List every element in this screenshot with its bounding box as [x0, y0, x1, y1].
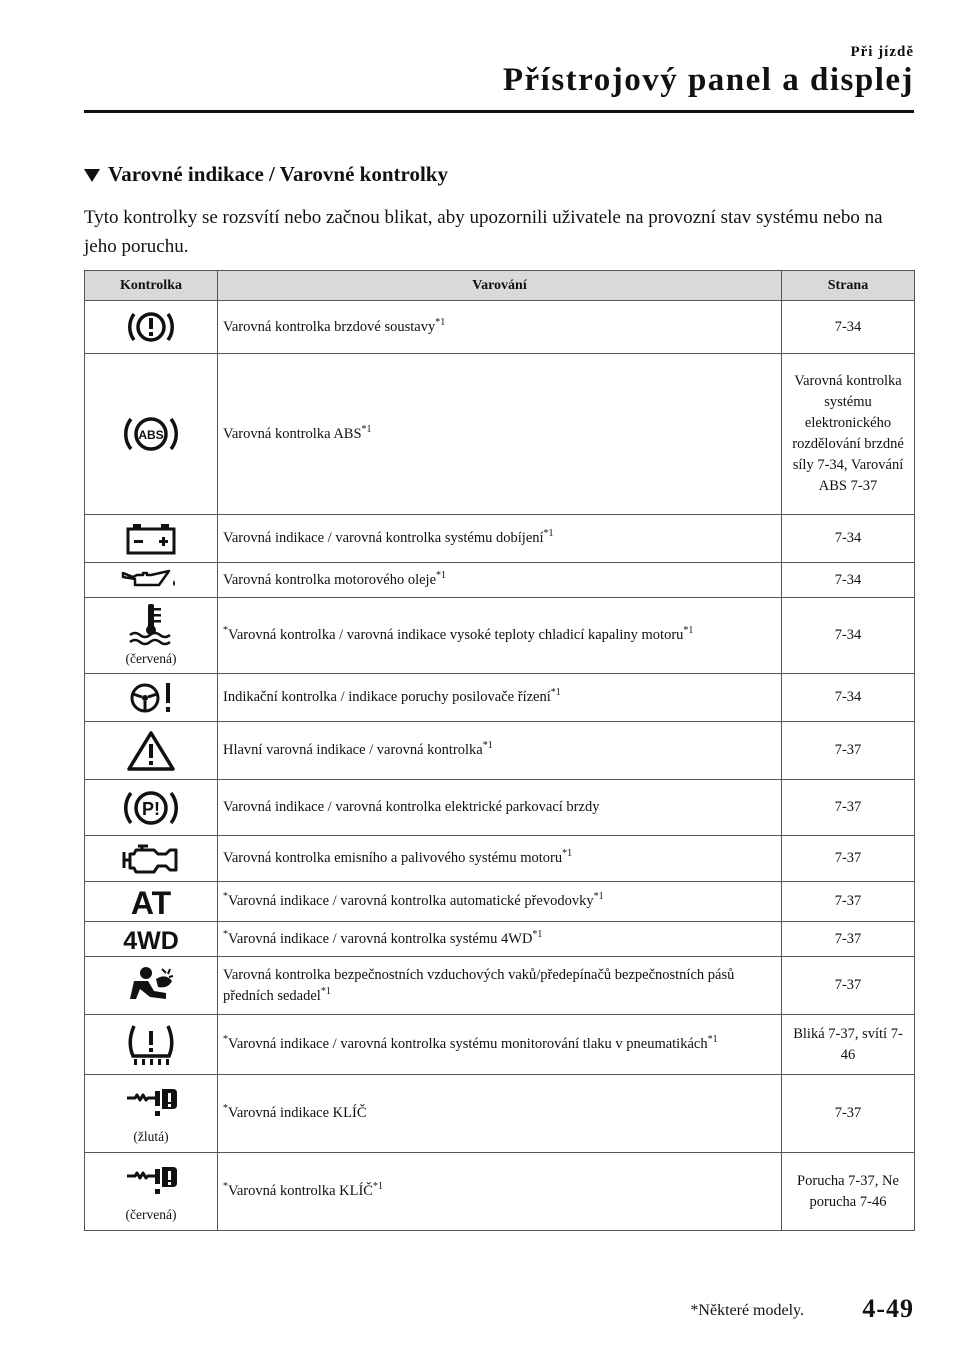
- icon-caption: (žlutá): [133, 1129, 169, 1144]
- warning-text-cell: [218, 598, 782, 674]
- footnote-prefix: *: [223, 1034, 228, 1046]
- footnote-prefix: *: [223, 625, 228, 637]
- section-heading-text: Varovné indikace / Varovné kontrolky: [108, 162, 448, 186]
- table-row: [85, 563, 915, 598]
- icon-cell: [85, 722, 218, 780]
- icon-cell: [85, 957, 218, 1015]
- footnote-prefix: *: [223, 928, 228, 940]
- icon-cell: [85, 598, 218, 674]
- footnote-sup: *1: [372, 1181, 383, 1193]
- table-header-row: [85, 271, 915, 301]
- section-heading: [84, 162, 448, 187]
- warning-text-cell: [218, 957, 782, 1015]
- page-ref: 7-37: [782, 957, 915, 1015]
- icon-cell: [85, 301, 218, 354]
- icon-cell: [85, 563, 218, 598]
- page-ref: Bliká 7-37, svítí 7-46: [782, 1015, 915, 1075]
- icon-cell: [85, 515, 218, 563]
- warning-text: Varovná kontrolka / varovná indikace vysoké teploty chladicí kapaliny motoru: [228, 627, 684, 643]
- table-row: [85, 1015, 915, 1075]
- footnote-sup: *1: [707, 1034, 718, 1046]
- table-row: [85, 1075, 915, 1153]
- icon-cell: [85, 674, 218, 722]
- warning-text: Hlavní varovná indikace / varovná kontrolka: [223, 742, 483, 758]
- page-ref: 7-37: [782, 836, 915, 882]
- icon-caption: (červená): [125, 651, 177, 666]
- page-ref: 7-34: [782, 301, 915, 354]
- table-row: [85, 301, 915, 354]
- table-row: [85, 780, 915, 836]
- page-ref: 7-34: [782, 598, 915, 674]
- col-header-varovani: Varování: [218, 271, 782, 301]
- icon-cell: [85, 780, 218, 836]
- power-steering-icon: [90, 680, 212, 716]
- page-number: 4-49: [862, 1294, 914, 1323]
- warning-text: Varovná kontrolka KLÍČ: [228, 1183, 373, 1199]
- page-ref: 7-37: [782, 722, 915, 780]
- intro-paragraph: Tyto kontrolky se rozsvítí nebo začnou blikat, aby upozornili uživatele na provozní stav systému nebo na jeho poruchu.: [84, 207, 883, 257]
- at-icon: [90, 887, 212, 917]
- brake-warning-icon: [90, 307, 212, 347]
- table-row: [85, 882, 915, 922]
- warning-text: Indikační kontrolka / indikace poruchy posilovače řízení: [223, 689, 551, 705]
- triangle-bullet-icon: [84, 169, 100, 182]
- check-engine-icon: [90, 842, 212, 876]
- battery-icon: [90, 522, 212, 556]
- footnote-prefix: *: [223, 1181, 228, 1193]
- page-ref: 7-37: [782, 1075, 915, 1153]
- icon-cell: [85, 1015, 218, 1075]
- table-row: [85, 515, 915, 563]
- warning-text: Varovná kontrolka brzdové soustavy: [223, 318, 436, 335]
- warning-text-cell: [218, 1153, 782, 1231]
- warning-text-cell: [218, 563, 782, 598]
- page-ref: 7-34: [782, 515, 915, 563]
- warning-text: Varovná indikace / varovná kontrolka systému monitorování tlaku v pneumatikách: [228, 1036, 708, 1052]
- warning-text-cell: [218, 515, 782, 563]
- footnote-sup: *1: [482, 740, 493, 752]
- warning-text-cell: [218, 674, 782, 722]
- warning-text: Varovná kontrolka bezpečnostních vzduchových vaků/předepínačů bezpečnostních pásů předních sedadel: [223, 966, 735, 1004]
- parking-label: P!: [142, 798, 160, 819]
- oil-can-icon: [90, 567, 212, 593]
- page-ref: Varovná kontrolka systému elektronického rozdělování brzdné síly 7-34, Varování ABS 7-37: [782, 354, 915, 515]
- warning-table: [84, 270, 915, 1231]
- footnote-sup: *1: [593, 891, 604, 903]
- warning-text-cell: [218, 1075, 782, 1153]
- warning-text-cell: [218, 722, 782, 780]
- footnote-prefix: *: [223, 1103, 228, 1115]
- footnote-prefix: *: [223, 891, 228, 903]
- footnote-sup: *1: [435, 316, 446, 328]
- header-rule: [84, 110, 914, 113]
- col-header-kontrolka: Kontrolka: [85, 271, 218, 301]
- abs-warning-icon: [90, 411, 212, 457]
- coolant-temperature-icon: [90, 602, 212, 646]
- warning-text-cell: [218, 922, 782, 957]
- footnote-sup: *1: [532, 928, 543, 940]
- icon-cell: [85, 836, 218, 882]
- warning-text-cell: [218, 882, 782, 922]
- page-ref: Porucha 7-37, Ne porucha 7-46: [782, 1153, 915, 1231]
- col-header-strana: Strana: [782, 271, 915, 301]
- footnote-sup: *1: [683, 625, 694, 637]
- icon-cell: [85, 354, 218, 515]
- 4wd-icon: [90, 926, 212, 952]
- table-row: [85, 354, 915, 515]
- warning-text: Varovná indikace KLÍČ: [228, 1105, 367, 1121]
- warning-text: Varovná indikace / varovná kontrolka systému dobíjení: [223, 530, 544, 546]
- at-label: AT: [130, 886, 172, 917]
- warning-text-cell: [218, 836, 782, 882]
- warning-text: Varovná kontrolka ABS: [223, 425, 362, 442]
- page-ref: 7-34: [782, 563, 915, 598]
- footnote-sup: *1: [550, 687, 561, 699]
- footnote-sup: *1: [562, 848, 573, 860]
- table-row: [85, 674, 915, 722]
- icon-cell: [85, 922, 218, 957]
- page-title: Přístrojový panel a displej: [502, 62, 914, 98]
- warning-text-cell: [218, 301, 782, 354]
- icon-cell: [85, 1153, 218, 1231]
- icon-caption: (červená): [125, 1207, 177, 1222]
- footnote-sup: *1: [361, 423, 372, 435]
- footnote-sup: *1: [320, 985, 331, 997]
- page-ref: 7-37: [782, 882, 915, 922]
- key-warning-icon: [90, 1080, 212, 1124]
- page-ref: 7-37: [782, 922, 915, 957]
- icon-cell: [85, 1075, 218, 1153]
- table-row: [85, 922, 915, 957]
- warning-text: Varovná kontrolka motorového oleje: [223, 571, 437, 588]
- tire-pressure-icon: [90, 1022, 212, 1068]
- warning-text-cell: [218, 1015, 782, 1075]
- page-ref: 7-34: [782, 674, 915, 722]
- warning-text-cell: [218, 780, 782, 836]
- warning-text: Varovná kontrolka emisního a palivového systému motoru: [223, 850, 563, 866]
- footnote-sup: *1: [543, 528, 554, 540]
- 4wd-label: 4WD: [123, 927, 179, 952]
- table-row: [85, 836, 915, 882]
- warning-text: Varovná indikace / varovná kontrolka systému 4WD: [228, 930, 533, 947]
- table-row: [85, 1153, 915, 1231]
- warning-text-cell: [218, 354, 782, 515]
- table-row: [85, 598, 915, 674]
- footnote-sup: *1: [436, 569, 447, 581]
- master-warning-icon: [90, 730, 212, 772]
- warning-text: Varovná indikace / varovná kontrolka automatické převodovky: [228, 893, 594, 909]
- section-label: Při jízdě: [850, 44, 914, 60]
- page-ref: 7-37: [782, 780, 915, 836]
- icon-cell: [85, 882, 218, 922]
- warning-text: Varovná indikace / varovná kontrolka elektrické parkovací brzdy: [223, 799, 600, 815]
- table-row: [85, 957, 915, 1015]
- airbag-icon: [90, 965, 212, 1007]
- abs-label: ABS: [138, 428, 164, 442]
- footnote: *Některé modely.: [690, 1302, 804, 1319]
- electric-parking-brake-icon: [90, 786, 212, 830]
- key-warning-icon: [90, 1158, 212, 1202]
- table-row: [85, 722, 915, 780]
